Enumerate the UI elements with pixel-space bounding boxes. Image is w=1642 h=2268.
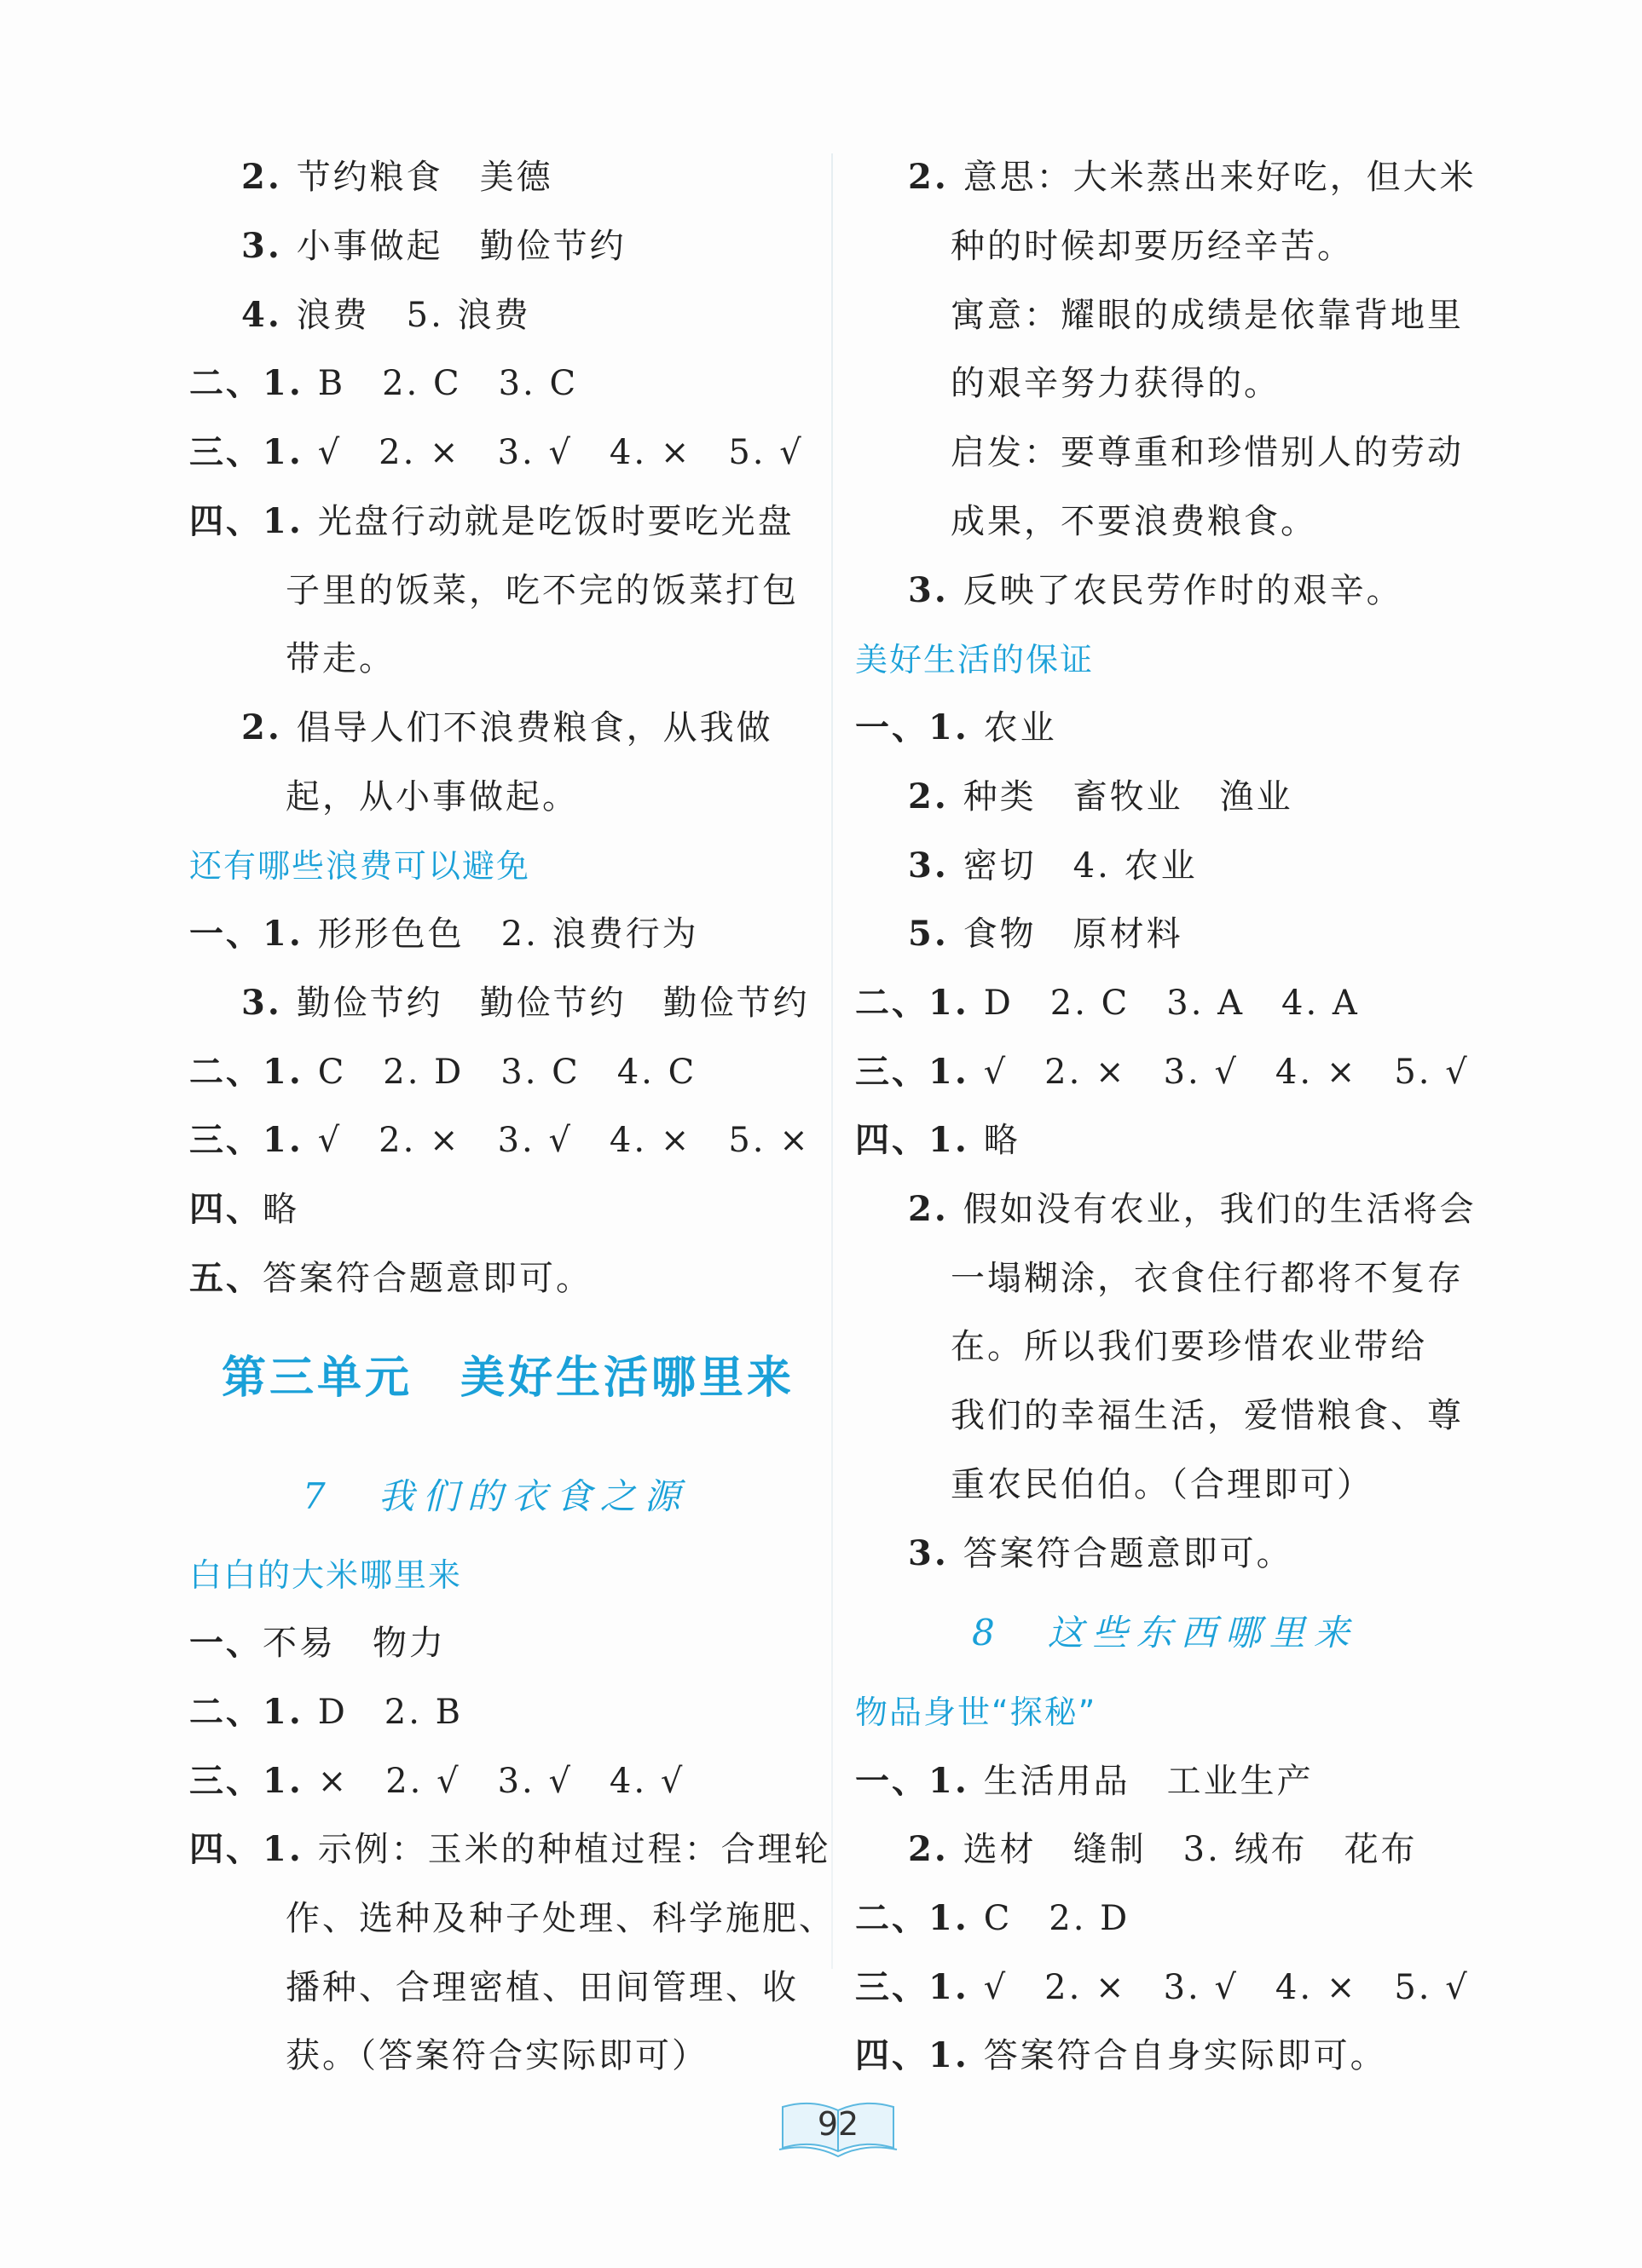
right-answer-line: 3. 反映了农民劳作时的艰辛。 — [908, 570, 1403, 610]
page-number-badge — [778, 2098, 899, 2161]
right-answer-line: 启发：要尊重和珍惜别人的劳动 — [951, 433, 1464, 472]
column-divider — [831, 153, 833, 1969]
right-answer-line: 成果，不要浪费粮食。 — [951, 502, 1317, 541]
right-answer-line: 5. 食物 原材料 — [908, 914, 1183, 954]
left-answer-line: 三、1. √ 2. × 3. √ 4. × 5. √ — [189, 432, 804, 472]
left-answer-line: 3. 小事做起 勤俭节约 — [241, 226, 627, 266]
left-answer-line: 四、1. 光盘行动就是吃饭时要吃光盘 — [189, 501, 795, 541]
right-answer-line: 在。所以我们要珍惜农业带给 — [951, 1327, 1427, 1366]
left-answer-line: 3. 勤俭节约 勤俭节约 勤俭节约 — [241, 983, 810, 1023]
right-answer-line: 寓意：耀眼的成绩是依靠背地里 — [951, 296, 1464, 335]
right-answer-line: 3. 答案符合题意即可。 — [908, 1533, 1293, 1573]
section-heading-waste-avoid: 还有哪些浪费可以避免 — [189, 847, 531, 885]
right-answer-line: 四、1. 略 — [855, 1120, 1020, 1160]
right-answer-line: 二、1. C 2. D — [855, 1898, 1130, 1938]
unit-title: 第三单元 美好生活哪里来 — [222, 1352, 795, 1404]
right-answer-line: 重农民伯伯。（合理即可） — [951, 1465, 1373, 1504]
left-answer-line: 起，从小事做起。 — [286, 777, 579, 817]
right-answer-line: 三、1. √ 2. × 3. √ 4. × 5. √ — [855, 1967, 1470, 2007]
left-answer-line: 2. 节约粮食 美德 — [241, 157, 553, 197]
lesson-title-8: 8 这些东西哪里来 — [972, 1612, 1358, 1653]
left-answer-line: 4. 浪费 5. 浪费 — [241, 295, 531, 335]
left-answer-line: 子里的饭菜，吃不完的饭菜打包 — [286, 571, 799, 610]
right-answer-line: 2. 选材 缝制 3. 绒布 花布 — [908, 1829, 1418, 1869]
right-answer-line: 的艰辛努力获得的。 — [951, 364, 1281, 403]
right-answer-line: 一塌糊涂，衣食住行都将不复存 — [951, 1259, 1464, 1298]
right-answer-line: 2. 假如没有农业，我们的生活将会 — [908, 1189, 1477, 1229]
right-answer-line: 一、1. 农业 — [855, 707, 1057, 747]
right-answer-line: 我们的幸福生活，爱惜粮食、尊 — [951, 1396, 1464, 1435]
left-answer-line: 二、1. B 2. C 3. C — [189, 363, 579, 403]
right-answer-line: 3. 密切 4. 农业 — [908, 845, 1198, 886]
left-answer-line: 作、选种及种子处理、科学施肥、 — [286, 1899, 835, 1938]
left-answer-line: 一、1. 形形色色 2. 浪费行为 — [189, 914, 699, 954]
left-answer-line: 四、略 — [189, 1189, 299, 1229]
left-answer-line: 2. 倡导人们不浪费粮食，从我做 — [241, 707, 773, 747]
section-heading-good-life: 美好生活的保证 — [855, 641, 1095, 678]
right-answer-line: 2. 种类 畜牧业 渔业 — [908, 776, 1293, 817]
lesson-title-7: 7 我们的衣食之源 — [303, 1475, 689, 1517]
right-answer-line: 四、1. 答案符合自身实际即可。 — [855, 2035, 1387, 2075]
left-answer-line: 一、不易 物力 — [189, 1623, 446, 1663]
right-answer-line: 二、1. D 2. C 3. A 4. A — [855, 983, 1360, 1023]
left-answer-line: 三、1. √ 2. × 3. √ 4. × 5. × — [189, 1120, 811, 1160]
section-heading-rice: 白白的大米哪里来 — [189, 1556, 463, 1594]
right-answer-line: 2. 意思：大米蒸出来好吃，但大米 — [908, 157, 1477, 197]
section-heading-explore: 物品身世“探秘” — [855, 1694, 1097, 1731]
left-answer-line: 三、1. × 2. √ 3. √ 4. √ — [189, 1761, 685, 1801]
left-answer-line: 获。（答案符合实际即可） — [286, 2036, 708, 2075]
left-answer-line: 二、1. C 2. D 3. C 4. C — [189, 1052, 697, 1092]
left-answer-line: 带走。 — [286, 639, 396, 678]
right-answer-line: 三、1. √ 2. × 3. √ 4. × 5. √ — [855, 1052, 1470, 1092]
left-answer-line: 播种、合理密植、田间管理、收 — [286, 1968, 799, 2007]
right-answer-line: 一、1. 生活用品 工业生产 — [855, 1761, 1314, 1801]
left-answer-line: 五、答案符合题意即可。 — [189, 1258, 593, 1298]
page-number: 92 — [817, 2105, 859, 2143]
right-answer-line: 种的时候却要历经辛苦。 — [951, 227, 1354, 266]
left-answer-line: 二、1. D 2. B — [189, 1692, 464, 1732]
left-answer-line: 四、1. 示例：玉米的种植过程：合理轮 — [189, 1829, 831, 1869]
